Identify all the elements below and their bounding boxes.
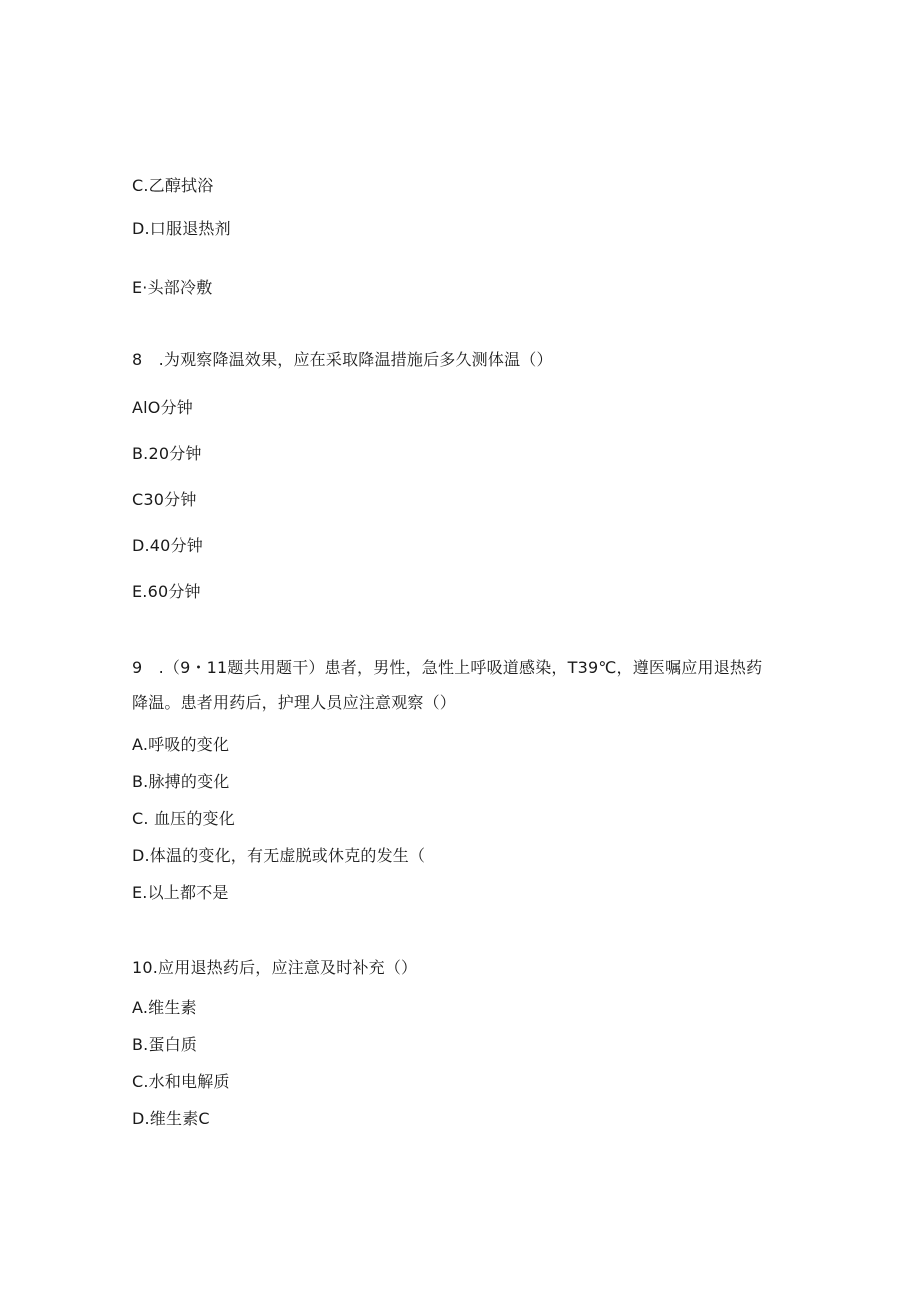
q7-option-c: C.乙醇拭浴 (132, 176, 214, 195)
q10-option-c: C.水和电解质 (132, 1072, 230, 1091)
q9-option-c: C. 血压的变化 (132, 809, 235, 828)
q9-option-d: D.体温的变化，有无虚脱或休克的发生（ (132, 846, 426, 865)
q7-option-d: D.口服退热剂 (132, 219, 231, 238)
q9-option-e: E.以上都不是 (132, 883, 229, 902)
q7-option-e: E·头部冷敷 (132, 278, 213, 297)
q10-stem: 10.应用退热药后，应注意及时补充（） (132, 958, 418, 977)
q8-stem: 8 .为观察降温效果，应在采取降温措施后多久测体温（） (132, 350, 553, 369)
q9-stem-line-2: 降温。患者用药后，护理人员应注意观察（） (132, 693, 457, 712)
q10-option-d: D.维生素C (132, 1109, 210, 1128)
q8-option-e: E.60分钟 (132, 582, 201, 601)
q9-option-b: B.脉搏的变化 (132, 772, 230, 791)
q8-option-d: D.40分钟 (132, 536, 203, 555)
q8-option-a: AlO分钟 (132, 398, 193, 417)
q9-stem-line-1: 9 .（9・11题共用题干）患者，男性，急性上呼吸道感染，T39℃，遵医嘱应用退热药 (132, 658, 763, 677)
q10-option-b: B.蛋白质 (132, 1035, 198, 1054)
q8-option-c: C30分钟 (132, 490, 197, 509)
q10-option-a: A.维生素 (132, 998, 197, 1017)
q8-option-b: B.20分钟 (132, 444, 202, 463)
q9-option-a: A.呼吸的变化 (132, 735, 230, 754)
